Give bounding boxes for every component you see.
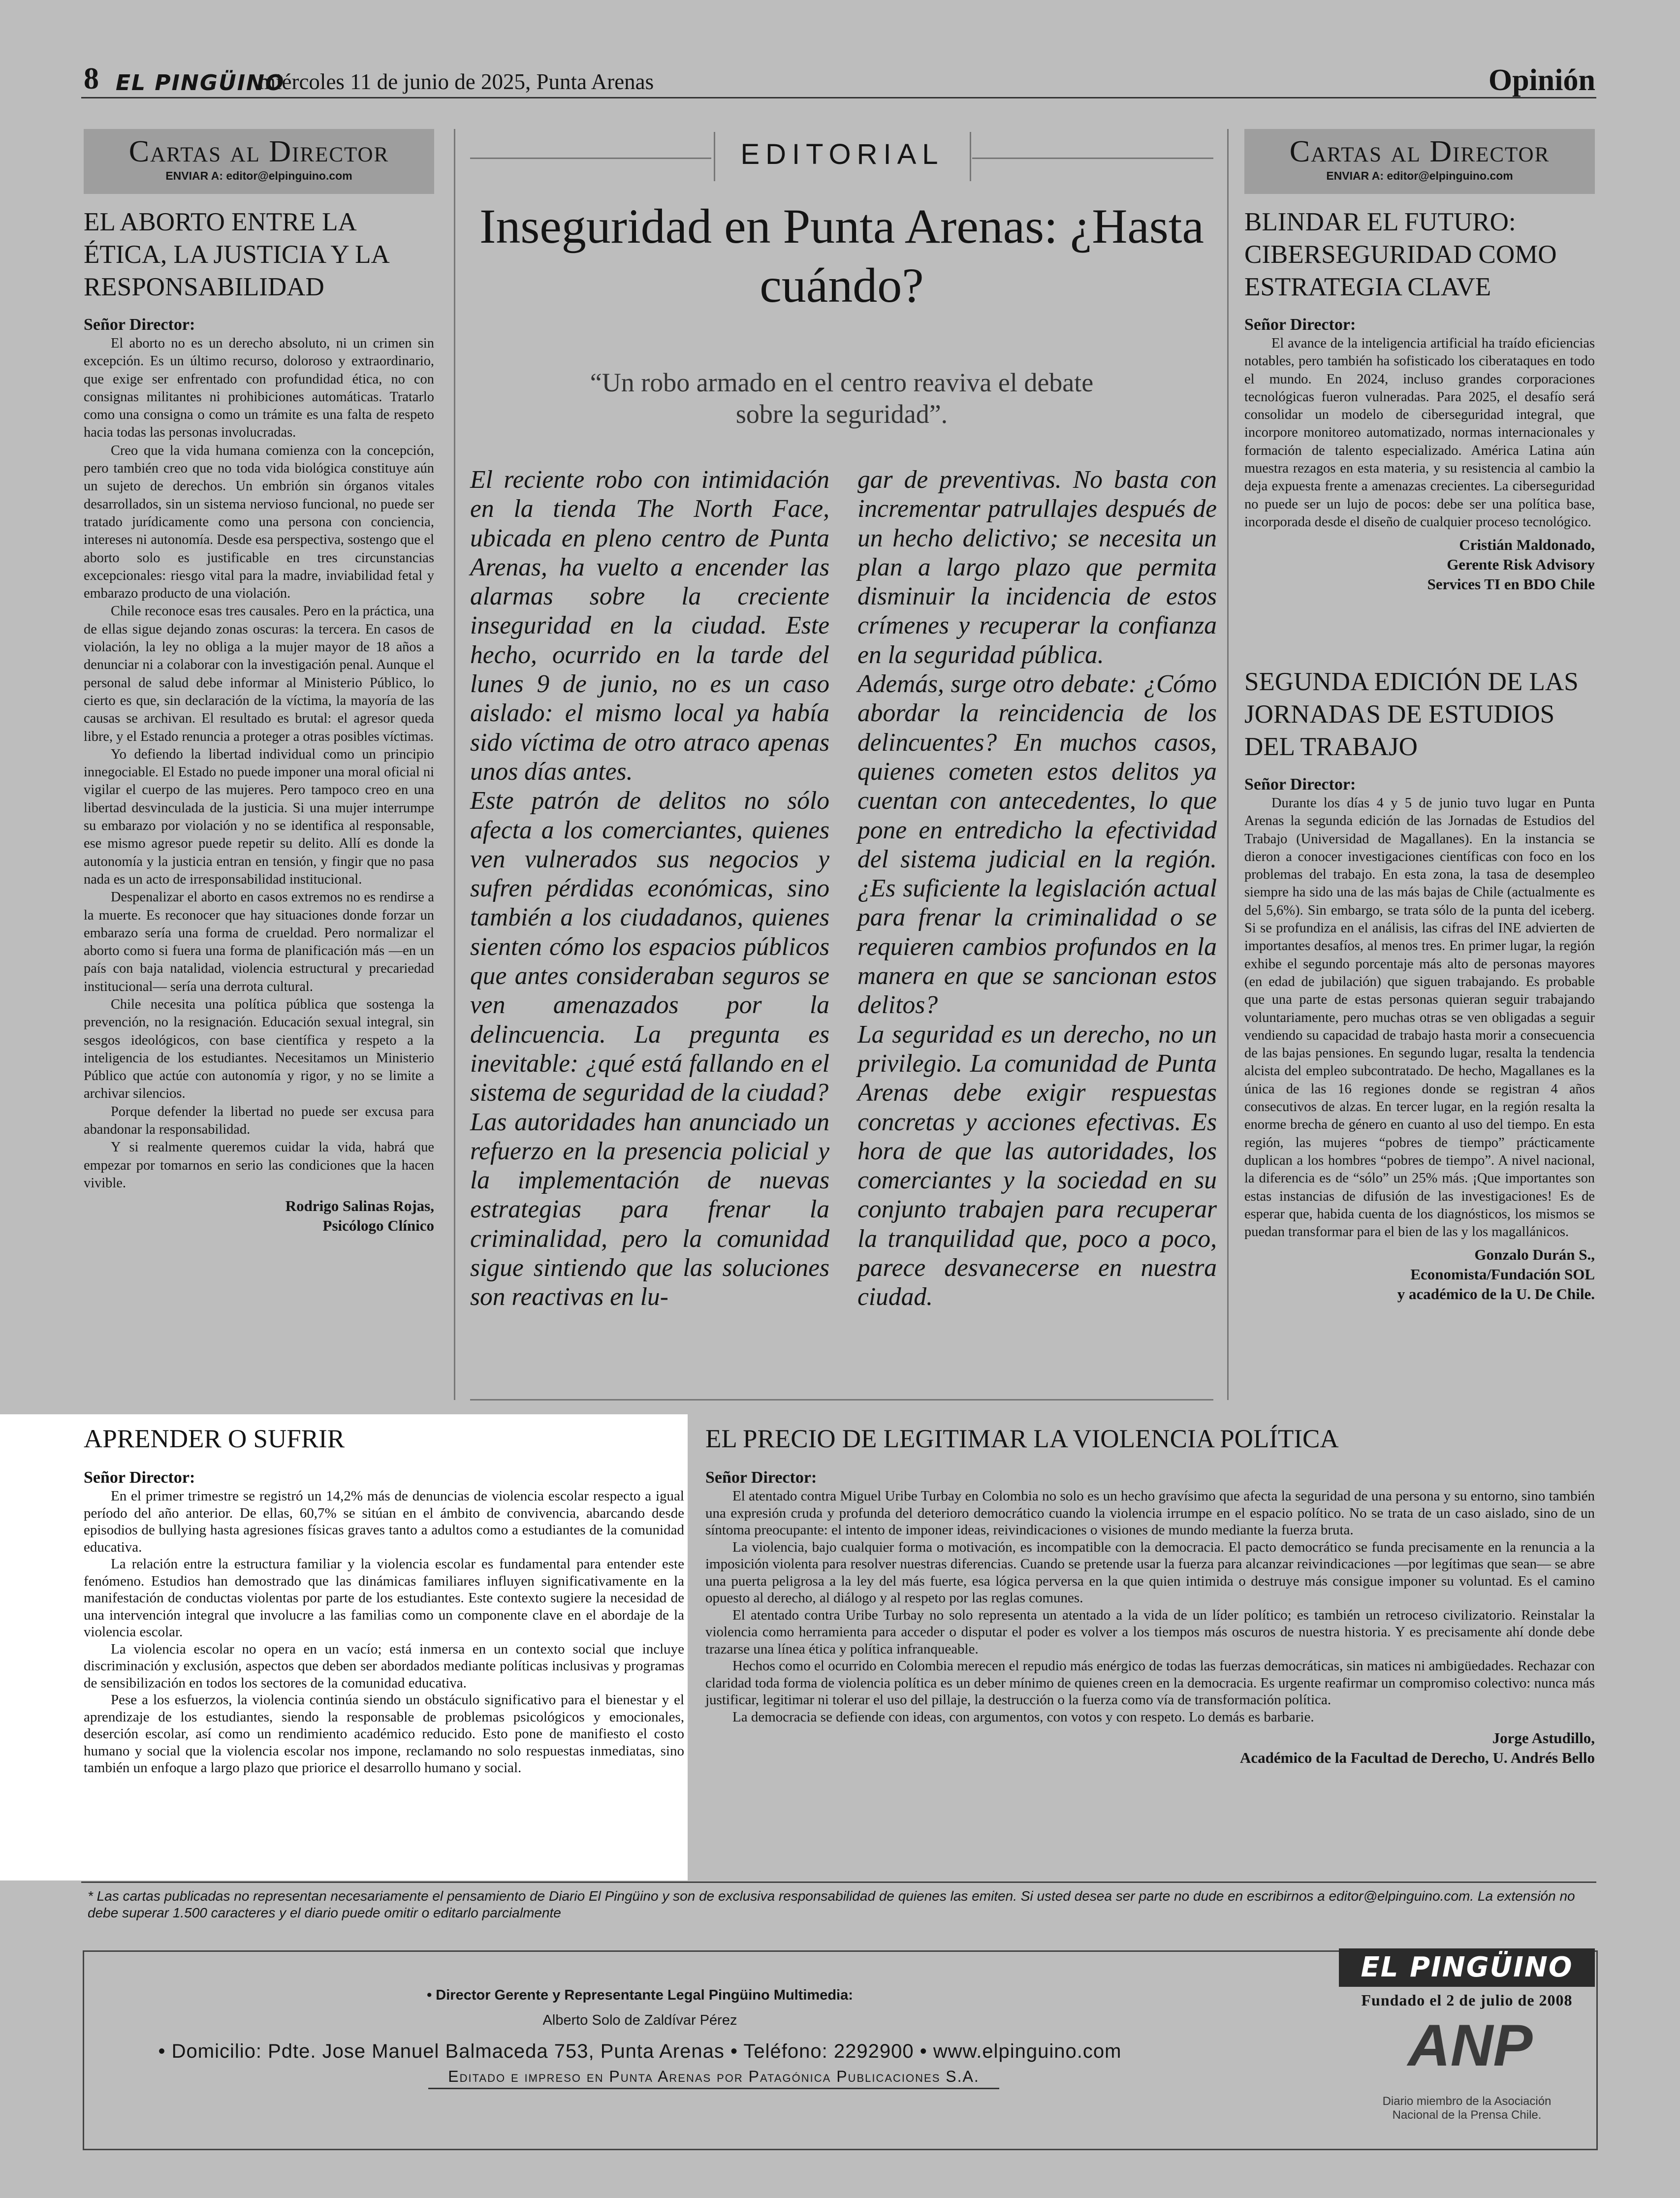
- footer-address: • Domicilio: Pdte. Jose Manuel Balmaceda 753, Punta Arenas • Teléfono: 2292900 • www.elpinguino.com: [158, 2040, 1122, 2062]
- editorial-rule-right: [972, 158, 1213, 159]
- paragraph: La relación entre la estructura familiar y la violencia escolar es fundamental para entender este fenómeno. Estudios han demostrado que las dinámicas familiares influyen significativamente en la manifestación de conductas violentas por parte de los estudiantes. Este contexto sugiere la necesidad de una intervención integral que involucre a las familias como un componente clave en el abordaje de la violencia escolar.: [84, 1556, 684, 1640]
- letter-body: [84, 335, 434, 1192]
- paragraph: Pese a los esfuerzos, la violencia continúa siendo un obstáculo significativo para el bienestar y el aprendizaje de los estudiantes, siendo la responsable de problemas psicológicos y emocionales, deserción escolar, así como un rendimiento académico reducido. Esto pone de manifiesto el costo humano y social que la violencia escolar nos impone, reclamando no solo respuestas inmediatas, sino también un enfoque a largo plazo que priorice el desarrollo humano y social.: [84, 1692, 684, 1776]
- editorial-rule-left: [470, 158, 711, 159]
- paragraph: El reciente robo con intimidación en la tienda The North Face, ubicada en pleno centro de Punta Arenas, ha vuelto a encender las alarmas sobre la creciente inseguridad en la ciudad. Este hecho, ocurrido en la tarde del lunes 9 de junio, no es un caso aislado: el mismo local ya había sido víctima de otro atraco apenas unos días antes.: [470, 466, 829, 786]
- section-title: Opinión: [1488, 64, 1595, 97]
- signature-line: Gerente Risk Advisory: [1447, 556, 1595, 573]
- page-number: 8: [84, 62, 99, 96]
- letter-salutation: Señor Director:: [1244, 775, 1356, 794]
- paragraph: Despenalizar el aborto en casos extremos no es rendirse a la muerte. Es reconocer que hay situaciones donde forzar un embarazo sería una forma de crueldad. Pero normalizar el aborto como si fuera una forma de planificación más —en un país con baja natalidad, violencia estructural y precariedad institucional— sería una derrota cultural.: [84, 890, 434, 994]
- disclaimer-top-rule: [81, 1881, 1596, 1883]
- letter-title: BLINDAR EL FUTURO: CIBERSEGURIDAD COMO ESTRATEGIA CLAVE: [1244, 208, 1557, 301]
- editorial-rule-tick: [714, 132, 715, 181]
- paragraph: La violencia escolar no opera en un vacío; está inmersa en un contexto social que incluye discriminación y exclusión, aspectos que deben ser abordados mediante políticas inclusivas y programas de sensibilización en todos los sectores de la comunidad educativa.: [84, 1641, 684, 1691]
- paragraph: La democracia se defiende con ideas, con argumentos, con votos y con respeto. Lo demás es barbarie.: [732, 1709, 1314, 1725]
- editorial-label: EDITORIAL: [740, 138, 944, 170]
- anp-text: Diario miembro de la Asociación Nacional de la Prensa Chile.: [1382, 2095, 1552, 2122]
- letter-salutation: Señor Director:: [1244, 316, 1356, 334]
- paragraph: El avance de la inteligencia artificial ha traído eficiencias notables, pero también ha sofisticado los ciberataques en todo el mundo. En 2024, incluso grandes corporaciones tecnológicas fueron vulneradas. Para 2025, el desafío será consolidar un modelo de ciberseguridad integral, que incorpore monitoreo automatizado, normas internacionales y formación de talento especializado. América Latina aún muestra rezagos en esta materia, y su resistencia al cambio la deja expuesta frente a amenazas crecientes. La ciberseguridad no puede ser un lujo de pocos: debe ser una política base, incorporada desde el diseño de cualquier proceso tecnológico.: [1244, 336, 1595, 530]
- cartas-header-right: [1244, 129, 1595, 194]
- signature-line: Psicólogo Clínico: [322, 1217, 434, 1235]
- paragraph: La violencia, bajo cualquier forma o motivación, es incompatible con la democracia. El pacto democrático se funda precisamente en la renuncia a la imposición violenta para resolver nuestras diferencias. Cuando se pretende usar la fuerza para alcanzar reivindicaciones —por legítimas que sean— se abre una puerta peligrosa a la ley del más fuerte, esa lógica perversa en la que quien intimida o destruye más consigue imponer su voluntad. Es el camino opuesto al derecho, al diálogo y al respeto por las reglas comunes.: [705, 1539, 1595, 1606]
- footer-director-name: Alberto Solo de Zaldívar Pérez: [542, 2012, 737, 2028]
- paragraph: Las autoridades han anunciado un refuerzo en la presencia policial y la implementación de nuevas estrategias para frenar la criminalidad, pero la comunidad sigue sintiendo que las soluciones son reactivas en lu-: [470, 1108, 829, 1311]
- letter-jornadas: [1244, 666, 1595, 1304]
- header-divider: [81, 97, 1596, 98]
- paragraph: El atentado contra Uribe Turbay no solo representa un atentado a la vida de un líder político; es también un retroceso civilizatorio. Reinstalar la violencia como herramienta para acceder o disputar el poder es volver a los tiempos más oscuros de nuestra historia. Y es precisamente ahí donde debe trazarse una línea ética y política infranqueable.: [705, 1607, 1595, 1657]
- letter-body: [705, 1488, 1595, 1725]
- letter-body: [1244, 335, 1595, 531]
- cartas-email-left: ENVIAR A: editor@elpinguino.com: [165, 169, 352, 182]
- paragraph: La seguridad es un derecho, no un privilegio. La comunidad de Punta Arenas debe exigir respuestas concretas y acciones efectivas. Es hora de que las autoridades, los comerciantes y la sociedad en su conjunto trabajen para recuperar la tranquilidad que, poco a poco, parece desvanecerse en nuestra ciudad.: [857, 1020, 1217, 1311]
- letter-salutation: Señor Director:: [84, 316, 195, 334]
- paragraph: El atentado contra Miguel Uribe Turbay en Colombia no solo es un hecho gravísimo que afecta la seguridad de una persona y su entorno, sino también una expresión cruda y profunda del deterioro democrático cuando la violencia irrumpe en el espacio político. No se trata de un caso aislado, sino de un síntoma preocupante: el intento de imponer ideas, reivindicaciones o visiones de mundo mediante la fuerza bruta.: [705, 1488, 1595, 1538]
- paragraph: Creo que la vida humana comienza con la concepción, pero también creo que no toda vida biológica constituye aún un sujeto de derechos. Un embrión sin órganos vitales desarrollados, sin un sistema nervioso funcional, no puede ser tratado jurídicamente como una persona con conciencia, intereses ni autonomía. Desde esa perspectiva, sostengo que el aborto solo es justificable en tres circunstancias excepcionales: riesgo vital para la madre, inviabilidad fetal y embarazo producto de una violación.: [84, 443, 434, 602]
- paragraph: El aborto no es un derecho absoluto, ni un crimen sin excepción. Es un último recurso, doloroso y extraordinario, que exige ser enfrentado con profundidad ética, no con consignas militantes ni prohibiciones automáticas. Tratarlo como una consigna o como un trámite es una falta de respeto hacia todas las personas involucradas.: [84, 336, 434, 441]
- paragraph: Y si realmente queremos cuidar la vida, habrá que empezar por tomarnos en serio las condiciones que la hacen vivible.: [84, 1140, 434, 1191]
- letter-salutation: Señor Director:: [84, 1468, 195, 1487]
- letter-signature: [84, 1196, 434, 1236]
- signature-line: Rodrigo Salinas Rojas,: [285, 1197, 434, 1215]
- letter-ciberseguridad: [1244, 206, 1595, 594]
- anp-logo: ANP: [1408, 2012, 1533, 2078]
- footer-printed-by: Editado e impreso en Punta Arenas por Patagónica Publicaciones S.A.: [428, 2068, 999, 2089]
- signature-line: Académico de la Facultad de Derecho, U. Andrés Bello: [1240, 1749, 1595, 1766]
- column-divider: [454, 129, 455, 1400]
- letter-aborto: [84, 206, 434, 1236]
- signature-line: Economista/Fundación SOL: [1410, 1266, 1595, 1283]
- el-pinguino-logo: EL PINGÜINO: [1339, 1948, 1595, 1987]
- signature-line: Cristián Maldonado,: [1459, 536, 1595, 554]
- signature-line: Services TI en BDO Chile: [1427, 575, 1595, 593]
- header-date: miércoles 11 de junio de 2025, Punta Arenas: [258, 69, 654, 94]
- footer-director-label: • Director Gerente y Representante Legal Pingüino Multimedia:: [427, 1987, 853, 2003]
- editorial-column-1: [470, 465, 829, 1312]
- letter-aprender: [84, 1423, 684, 1777]
- header-brand: EL PINGÜINO: [116, 70, 285, 96]
- letter-violencia-politica: [705, 1423, 1595, 1768]
- paragraph: Porque defender la libertad no puede ser excusa para abandonar la responsabilidad.: [84, 1104, 434, 1138]
- editorial-column-2: [857, 465, 1217, 1312]
- editorial-rule-tick: [970, 132, 971, 181]
- paragraph: Durante los días 4 y 5 de junio tuvo lugar en Punta Arenas la segunda edición de las Jornadas de Estudios del Trabajo (Universidad de Magallanes). En la instancia se dieron a conocer investigaciones científicas con foco en los problemas del trabajo. En esta zona, la tasa de desempleo siempre ha sido una de las más bajas de Chile (actualmente es del 5,6%). Sin embargo, se trata sólo de la punta del iceberg. Si se profundiza en el análisis, las cifras del INE advierten de importantes desafíos, al menos tres. En primer lugar, la región exhibe el segundo porcentaje más alto de personas mayores (en edad de jubilación) que siguen trabajando. Es probable que una parte de estas personas quieran seguir trabajando voluntariamente, pero muchas otras se ven obligadas a seguir vendiendo su capacidad de trabajo hasta morir a consecuencia de las bajas pensiones. En segundo lugar, resalta la tendencia alcista del empleo subcontratado. De hecho, Magallanes es la única de las 16 regiones donde se registran 4 años consecutivos de alzas. En tercer lugar, en la región resalta la enorme brecha de género en cuanto al uso del tiempo. En esta región, las mujeres “pobres de tiempo” prácticamente duplican a los hombres “pobres de tiempo”. A nivel nacional, la diferencia es de “sólo” un 25% más. ¡Que importantes son estas instancias de difusión de las investigaciones! Es de esperar que, habida cuenta de los diagnósticos, los mismos se puedan transformar para el bien de las y los magallánicos.: [1244, 796, 1595, 1240]
- paragraph: Chile reconoce esas tres causales. Pero en la práctica, una de ellas sigue dejando zonas oscuras: la tercera. En casos de violación, la ley no obliga a la mujer mayor de 18 años a denunciar ni a colaborar con la investigación penal. Aunque el personal de salud debe informar al Ministerio Público, lo cierto es que, sin declaración de la víctima, la mayoría de las causas se archivan. El resultado es brutal: el agresor queda libre, y el Estado renuncia a proteger a otras posibles víctimas.: [84, 604, 434, 744]
- paragraph: Este patrón de delitos no sólo afecta a los comerciantes, quienes ven vulnerados sus negocios y sufren pérdidas económicas, sino también a los ciudadanos, quienes sienten cómo los espacios públicos que antes consideraban seguros se ven amenazados por la delincuencia. La pregunta es inevitable: ¿qué está fallando en el sistema de seguridad de la ciudad?: [470, 787, 829, 1107]
- editorial-bottom-rule: [470, 1399, 1213, 1401]
- paragraph: gar de preventivas. No basta con incrementar patrullajes después de un hecho delictivo; se necesita un plan a largo plazo que permita disminuir la incidencia de estos crímenes y recuperar la confianza en la seguridad pública.: [857, 466, 1217, 669]
- letter-signature: [705, 1728, 1595, 1768]
- letter-title: SEGUNDA EDICIÓN DE LAS JORNADAS DE ESTUDIOS DEL TRABAJO: [1244, 668, 1579, 761]
- letter-signature: [1244, 535, 1595, 594]
- letter-title: EL ABORTO ENTRE LA ÉTICA, LA JUSTICIA Y LA RESPONSABILIDAD: [84, 208, 388, 301]
- cartas-header-left: [84, 129, 434, 194]
- footer-founded: Fundado el 2 de julio de 2008: [1361, 1991, 1573, 2009]
- letter-salutation: Señor Director:: [705, 1468, 817, 1487]
- letter-title: APRENDER O SUFRIR: [84, 1425, 345, 1453]
- cartas-title-right: Cartas al Director: [1289, 135, 1550, 168]
- letter-body: [1244, 795, 1595, 1241]
- paragraph: Hechos como el ocurrido en Colombia merecen el repudio más enérgico de todas las fuerzas democráticas, sin matices ni ambigüedades. Rechazar con claridad toda forma de violencia política es un deber mínimo de quienes creen en la democracia. Es urgente reafirmar un compromiso colectivo: nunca más justificar, legitimar ni tolerar el uso del pillaje, la destrucción o la fuerza como vía de transformación política.: [705, 1658, 1595, 1708]
- disclaimer: * Las cartas publicadas no representan necesariamente el pensamiento de Diario El Pingüino y son de exclusiva responsabilidad de quienes las emiten. Si usted desea ser parte no dude en escribirnos a editor@elpinguino.com. La extensión no debe superar 1.500 caracteres y el diario puede omitir o editarlo parcialmente: [88, 1888, 1575, 1920]
- paragraph: Además, surge otro debate: ¿Cómo abordar la reincidencia de los delincuentes? En muchos casos, quienes cometen estos delitos ya cuentan con antecedentes, lo que pone en entredicho la efectividad del sistema judicial en la región. ¿Es suficiente la legislación actual para frenar la criminalidad o se requieren cambios profundos en la manera en que se sancionan estos delitos?: [857, 670, 1217, 1019]
- letter-title: EL PRECIO DE LEGITIMAR LA VIOLENCIA POLÍTICA: [705, 1425, 1339, 1453]
- column-divider: [1227, 129, 1229, 1400]
- cartas-title-left: Cartas al Director: [128, 135, 389, 168]
- letter-signature: [1244, 1245, 1595, 1304]
- paragraph: En el primer trimestre se registró un 14,2% más de denuncias de violencia escolar respecto a igual período del año anterior. De ellas, 60,7% se sitúan en el ámbito de convivencia, abarcando desde episodios de bullying hasta agresiones físicas graves tanto a adultos como a estudiantes de la comunidad educativa.: [84, 1488, 684, 1555]
- letter-body: [84, 1488, 684, 1777]
- signature-line: y académico de la U. De Chile.: [1397, 1285, 1595, 1303]
- signature-line: Gonzalo Durán S.,: [1474, 1246, 1595, 1264]
- cartas-email-right: ENVIAR A: editor@elpinguino.com: [1326, 169, 1513, 182]
- editorial-lead: “Un robo armado en el centro reaviva el debate sobre la seguridad”.: [590, 368, 1094, 429]
- editorial-title: Inseguridad en Punta Arenas: ¿Hasta cuándo?: [479, 199, 1204, 313]
- signature-line: Jorge Astudillo,: [1492, 1729, 1595, 1747]
- paragraph: Yo defiendo la libertad individual como un principio innegociable. El Estado no puede imponer una moral oficial ni vigilar el cuerpo de las mujeres. Pero tampoco creo en una libertad desvinculada de la justicia. Si una mujer interrumpe su embarazo por violación y no se identifica al responsable, ese mismo agresor puede repetir su delito. Allí es donde la autonomía y la justicia entran en tensión, y fingir que no pasa nada es un acto de irresponsabilidad institucional.: [84, 746, 434, 887]
- paragraph: Chile necesita una política pública que sostenga la prevención, no la resignación. Educación sexual integral, sin sesgos ideológicos, con base científica y respeto a la inteligencia de los estudiantes. Necesitamos un Ministerio Público que actúe con autonomía y rigor, y no se limite a archivar silencios.: [84, 996, 434, 1102]
